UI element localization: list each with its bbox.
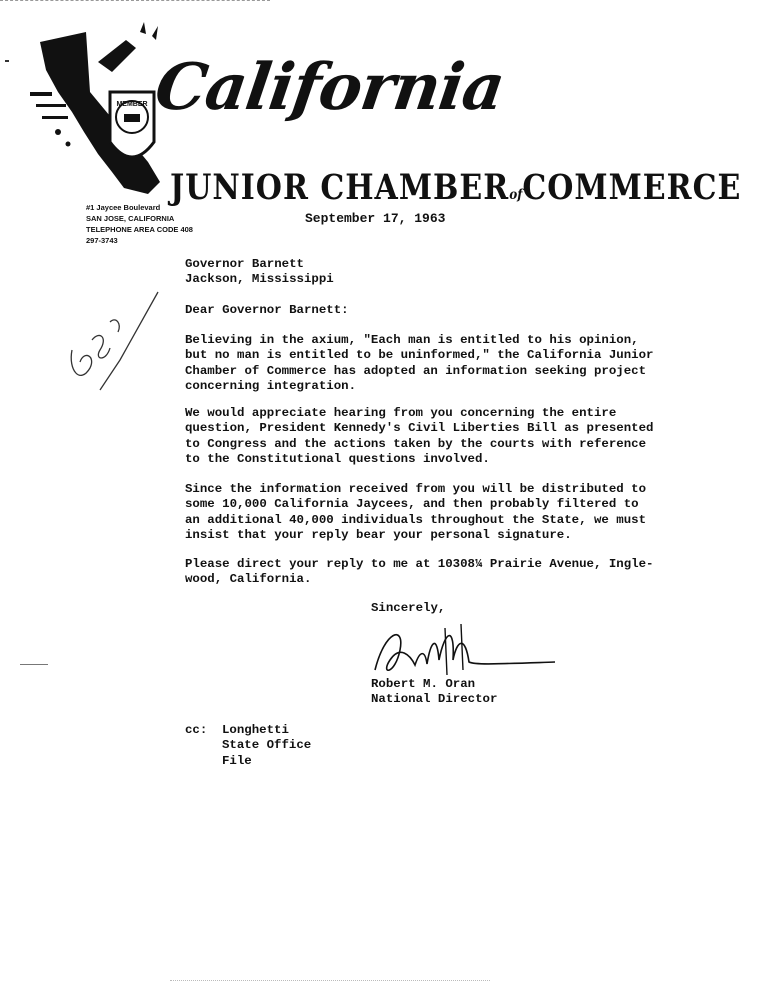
- page-edge-artifact: [0, 0, 270, 2]
- salutation: Dear Governor Barnett:: [185, 303, 349, 317]
- text-line: Believing in the axium, "Each man is entitled to his opinion,: [185, 333, 639, 347]
- text-line: Chamber of Commerce has adopted an information seeking project: [185, 363, 647, 378]
- text-line: to the Constitutional questions involved.: [185, 452, 490, 467]
- recipient-line: Governor Barnett: [185, 257, 304, 271]
- org-name-of: of: [509, 186, 523, 203]
- signer-block: [371, 677, 497, 708]
- cc-block: [185, 723, 311, 769]
- address-line: SAN JOSE, CALIFORNIA: [86, 214, 175, 223]
- signer-title: National Director: [371, 692, 498, 707]
- handwritten-signature: [365, 620, 565, 685]
- text-line: some 10,000 California Jaycees, and then probably filtered to: [185, 497, 639, 512]
- cc-item: Longhetti: [222, 723, 289, 737]
- text-line: to Congress and the actions taken by the courts with reference: [185, 436, 647, 451]
- paragraph-2: [185, 406, 653, 468]
- text-line: concerning integration.: [185, 379, 357, 394]
- cc-label: cc:: [185, 723, 208, 737]
- org-name-part1: JUNIOR CHAMBER: [170, 168, 510, 209]
- scan-line-mark: [20, 664, 48, 665]
- page-edge-artifact: [170, 980, 490, 982]
- cc-item: State Office: [222, 738, 312, 753]
- org-name-part2: COMMERCE: [522, 168, 742, 209]
- text-line: insist that your reply bear your personal signature.: [185, 528, 572, 543]
- text-line: wood, California.: [185, 572, 312, 587]
- text-line: an additional 40,000 individuals throughout the State, we must: [185, 512, 647, 527]
- letter-date: September 17, 1963: [305, 211, 446, 226]
- letterhead-script-title: California: [150, 50, 509, 125]
- paragraph-3: [185, 482, 646, 544]
- text-line: but no man is entitled to be uninformed," the California Junior: [185, 348, 654, 363]
- address-line: TELEPHONE AREA CODE 408: [86, 225, 193, 234]
- paragraph-4: [185, 557, 653, 588]
- cc-item: File: [222, 753, 252, 768]
- signer-name: Robert M. Oran: [371, 677, 476, 691]
- text-line: We would appreciate hearing from you concerning the entire: [185, 406, 617, 420]
- address-line: 297-3743: [86, 236, 118, 245]
- emblem-text: MEMBER: [116, 101, 148, 108]
- organization-name: [170, 168, 741, 208]
- paragraph-1: [185, 333, 653, 395]
- recipient-block: [185, 257, 334, 288]
- closing: Sincerely,: [371, 601, 446, 615]
- letterhead-address: [86, 202, 193, 246]
- handwritten-margin-mark: [60, 290, 170, 400]
- recipient-line: Jackson, Mississippi: [185, 272, 334, 287]
- text-line: Please direct your reply to me at 10308¼ Prairie Avenue, Ingle-: [185, 557, 654, 571]
- text-line: question, President Kennedy's Civil Liberties Bill as presented: [185, 421, 654, 436]
- address-line: #1 Jaycee Boulevard: [86, 203, 161, 212]
- scan-speck: [5, 60, 9, 62]
- text-line: Since the information received from you will be distributed to: [185, 482, 647, 496]
